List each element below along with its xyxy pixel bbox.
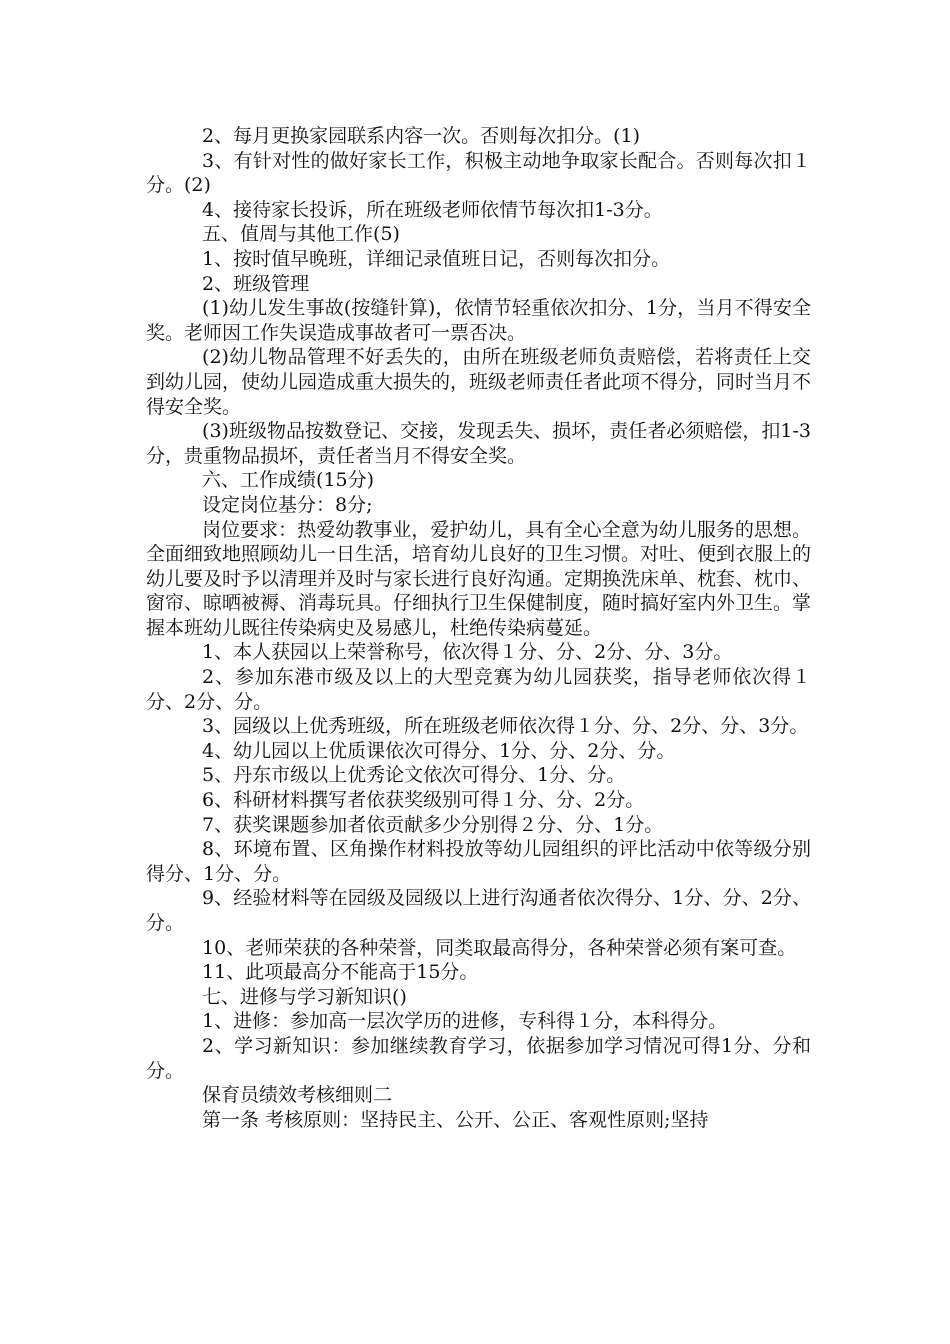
- paragraph: 8、环境布置、区角操作材料投放等幼儿园组织的评比活动中依等级分别得分、1分、分。: [146, 838, 811, 885]
- paragraph: 第一条 考核原则：坚持民主、公开、公正、客观性原则;坚持: [202, 1108, 709, 1131]
- paragraph: 3、园级以上优秀班级，所在班级老师依次得１分、分、2分、分、3分。: [202, 715, 809, 738]
- section-heading: 五、值周与其他工作(5): [202, 223, 400, 246]
- paragraph: 1、按时值早晚班，详细记录值班日记，否则每次扣分。: [202, 247, 671, 270]
- paragraph: 3、有针对性的做好家长工作，积极主动地争取家长配合。否则每次扣１分。(2): [146, 149, 811, 197]
- paragraph: 1、本人获园以上荣誉称号，依次得１分、分、2分、分、3分。: [202, 641, 733, 664]
- paragraph: 1、进修：参加高一层次学历的进修，专科得１分，本科得分。: [202, 1010, 728, 1033]
- document-body: [146, 124, 811, 1132]
- paragraph: 2、参加东港市级及以上的大型竞赛为幼儿园获奖，指导老师依次得１分、2分、分。: [146, 666, 811, 713]
- paragraph: 2、每月更换家园联系内容一次。否则每次扣分。(1): [202, 125, 641, 147]
- paragraph: (1)幼儿发生事故(按缝针算)，依情节轻重依次扣分、1分，当月不得安全奖。老师因工作失误造成事故者可一票否决。: [146, 297, 811, 344]
- paragraph: 10、老师荣获的各种荣誉，同类取最高得分，各种荣誉必须有案可查。: [202, 936, 797, 959]
- paragraph: 2、学习新知识：参加继续教育学习，依据参加学习情况可得1分、分和分。: [146, 1034, 811, 1082]
- paragraph: (3)班级物品按数登记、交接，发现丢失、损坏，责任者必须赔偿，扣1-3分，贵重物品损坏，责任者当月不得安全奖。: [146, 420, 811, 467]
- paragraph: 11、此项最高分不能高于15分。: [202, 961, 479, 984]
- paragraph: 设定岗位基分：8分;: [202, 493, 373, 516]
- paragraph: 2、班级管理: [202, 272, 310, 295]
- section-heading: 七、进修与学习新知识(): [202, 985, 407, 1008]
- paragraph: 6、科研材料撰写者依获奖级别可得１分、分、2分。: [202, 789, 645, 812]
- paragraph: (2)幼儿物品管理不好丢失的，由所在班级老师负责赔偿，若将责任上交到幼儿园，使幼儿园造成重大损失的，班级老师责任者此项不得分，同时当月不得安全奖。: [146, 346, 812, 418]
- paragraph: 7、获奖课题参加者依贡献多少分别得２分、分、1分。: [202, 813, 664, 836]
- paragraph: 4、幼儿园以上优质课依次可得分、1分、分、2分、分。: [202, 739, 676, 762]
- section-heading: 六、工作成绩(15分): [202, 469, 375, 492]
- document-subtitle: 保育员绩效考核细则二: [202, 1084, 393, 1107]
- paragraph: 4、接待家长投诉，所在班级老师依情节每次扣1-3分。: [202, 198, 663, 221]
- paragraph: 岗位要求：热爱幼教事业，爱护幼儿，具有全心全意为幼儿服务的思想。全面细致地照顾幼儿一日生活，培育幼儿良好的卫生习惯。对吐、便到衣服上的幼儿要及时予以清理并及时与家长进行良好沟通。定期换洗床单、枕套、枕巾、窗帘、晾晒被褥、消毒玩具。仔细执行卫生保健制度，随时搞好室内外卫生。掌握本班幼儿既往传染病史及易感儿，杜绝传染病蔓延。: [146, 518, 812, 639]
- paragraph: 9、经验材料等在园级及园级以上进行沟通者依次得分、1分、分、2分、分。: [146, 887, 811, 934]
- paragraph: 5、丹东市级以上优秀论文依次可得分、1分、分。: [202, 764, 626, 787]
